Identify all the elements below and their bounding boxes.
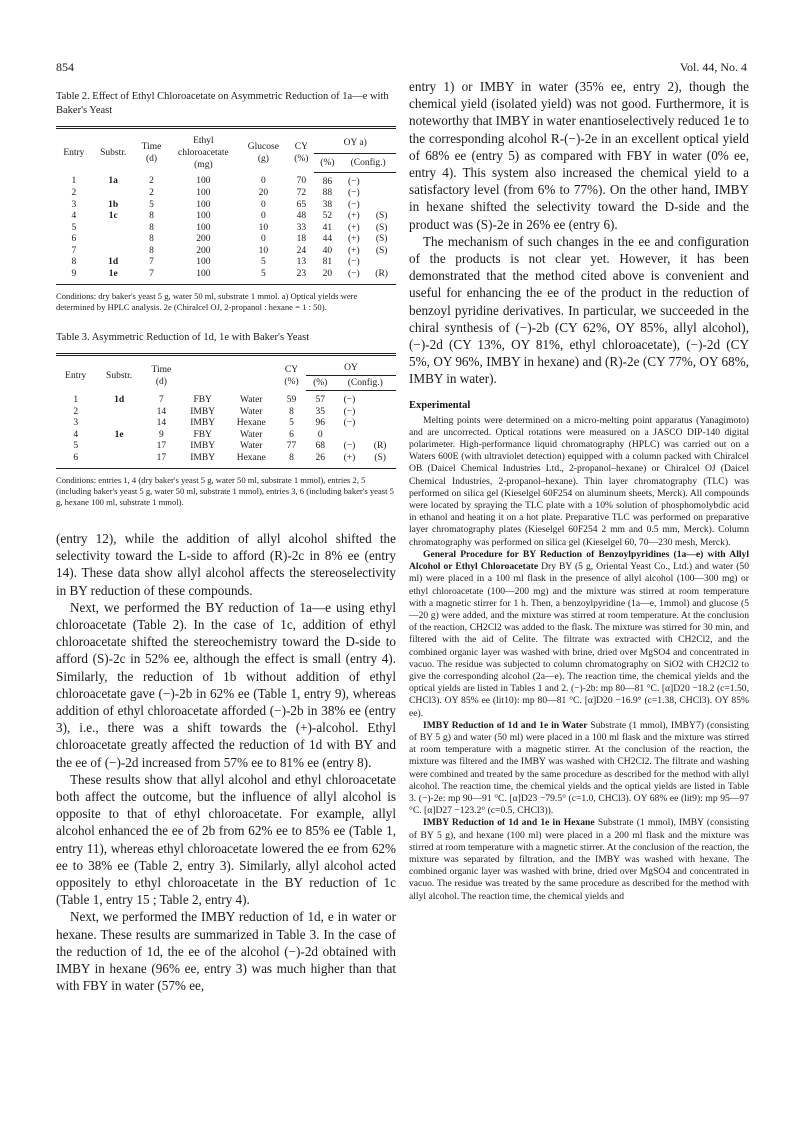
experimental-paragraph-1: Melting points were determined on a micro-melting point apparatus (Yanagimoto) and are uncorrected. Optical rotations were measured on a JASCO DIP-140 digital polarimeter. High-performance liquid chromatography (HPLC) was carried out on a Waters 600E (with ultraviolet detection) equipped with a column packed with Chiralcel OB (Daicel Chemical Industries Ltd., 2-propanol–hexane) or Chiralcel OJ (Daicel Chemical Industries, 2-propanol–hexane). Thin layer chromatography (TLC) was performed on silica gel (Kieselgel 60F254 on aluminum sheets, Merck). All compounds were located by spraying the TLC plate with a 10% solution of phosphomolybdic acid in ethanol and heating it on a hot plate. Preparative TLC was performed on preparative layer chromatography plates (Kieselgel 60F254 2 mm and 0.5 mm, Merck). Column chromatography was performed on silica gel (Kieselgel 60, 70—230 mesh, Merck). (409, 414, 749, 548)
t3-h-cy: CY (%) (284, 364, 299, 387)
table-cell (92, 234, 135, 246)
table-cell (367, 172, 396, 188)
table-cell: 1e (114, 429, 124, 440)
t2-h-oy: OY a) (314, 128, 396, 154)
t3-h-oy: OY (306, 355, 396, 376)
table-cell: 0 (261, 211, 266, 221)
table3-note: Conditions: entries 1, 4 (dry baker's yeast 5 g, water 50 ml, substrate 1 mmol), entries 2, 5 (including baker's yeast 5 g, water 50 ml, substrate 1 mmol), entries 3, 6 (including baker's yeast 5 g, hexane 100 ml, substrate 1 mmol). (56, 475, 394, 507)
t3-h-entry: Entry (65, 370, 87, 381)
table-cell: 3 (71, 199, 77, 210)
table-row (56, 211, 396, 223)
table-cell: IMBY (190, 441, 216, 451)
table-cell: 4 (73, 429, 79, 440)
table-row (56, 269, 396, 285)
table-cell: 200 (196, 245, 211, 256)
table-cell: 100 (168, 269, 238, 285)
table3-caption: Table 3. Asymmetric Reduction of 1d, 1e with Baker's Yeast (56, 332, 310, 343)
table-row (56, 257, 396, 269)
table-row (56, 391, 396, 407)
table-cell: 8 (149, 245, 154, 256)
table-cell: (−) (347, 199, 360, 210)
table-cell: 24 (296, 245, 307, 256)
left-paragraph-1: (entry 12), while the addition of allyl alcohol shifted the selectivity toward the L-side to afford (R)-2c in 8% ee (entry 14). These data show allyl alcohol affects the stereoselectivity in BY reduction of these compounds. (56, 531, 396, 598)
table-cell: 13 (296, 257, 307, 267)
table-cell: 1 (73, 394, 79, 405)
table-cell (95, 441, 142, 453)
table-row (56, 200, 396, 212)
table-cell: 100 (196, 222, 211, 233)
table2-note: Conditions: dry baker's yeast 5 g, water 50 ml, substrate 1 mmol. a) Optical yields were determined by HPLC analysis. 2e (Chiralcel OJ, 2-propanol : hexane = 1 : 50). (56, 291, 358, 312)
table-cell: 9 (56, 269, 92, 285)
table-cell: 0 (317, 429, 323, 440)
table-cell: Water (240, 441, 263, 451)
table-row (56, 418, 396, 430)
table-cell: (S) (364, 453, 396, 469)
table-cell: Hexane (236, 418, 266, 428)
table-cell: 44 (322, 234, 333, 244)
table-cell: 0 (261, 199, 266, 210)
table-cell: 72 (296, 188, 307, 198)
table-cell: (−) (347, 176, 360, 187)
t2-h-glucose: Glucose (g) (247, 142, 279, 164)
table-cell (364, 418, 396, 430)
table-cell: 100 (196, 199, 211, 210)
table-cell: 0 (261, 176, 266, 187)
table2-body (56, 172, 396, 285)
table-cell: 52 (322, 211, 333, 221)
table-cell (92, 188, 135, 200)
table-cell: (S) (375, 211, 388, 221)
table-cell: 7 (135, 269, 169, 285)
table-row (56, 453, 396, 469)
table-row (56, 407, 396, 419)
table-cell: (S) (375, 234, 388, 244)
table-cell: 8 (149, 211, 154, 221)
table-cell: 4 (71, 211, 77, 221)
table-cell: 6 (289, 429, 294, 440)
journal-volume: Vol. 44, No. 4 (679, 60, 747, 74)
table-row (56, 223, 396, 235)
experimental-paragraph-3 (409, 720, 749, 818)
table-cell: 81 (322, 257, 333, 267)
table-cell: 8 (149, 234, 154, 244)
table-cell: 14 (156, 406, 167, 417)
table3 (56, 353, 396, 469)
table3-body (56, 391, 396, 469)
table-cell (95, 453, 142, 469)
right-paragraph-1: entry 1) or IMBY in water (35% ee, entry 2), though the chemical yield (isolated yield) was not good. Furthermore, it is noteworthy that IMBY in water enantioselectively reduced 1e to the corresponding alcohol R-(−)-2e in an excellent optical yield of 68% ee (entry 5) as compared with FBY in water (0% ee, entry 4). This system also increased the chemical yield to a satisfactory level (from 6% to 77%). On the other hand, IMBY in hexane shifted the selectivity toward the D-side and the product was (S)-2e in 26% ee (entry 6). (409, 79, 749, 232)
table-row (56, 246, 396, 258)
table-cell: (S) (375, 245, 388, 256)
table-cell: 20 (258, 188, 269, 198)
table-cell: 7 (159, 394, 164, 405)
exp3-text: Substrate (1 mmol), IMBY7) (consisting of BY 5 g) and water (50 ml) were placed in a 100 ml flask and the mixture was stirred at room temperature with a magnetic stirrer. At the conclusion of the reaction, the mixture was filtered and the IMBY was washed with CH2Cl2. The filtrate and washing were combined and treated by the same procedure as described for the method with allyl alcohol. The reaction time, the chemical yields and the optical yields are listed in Table 3. (−)-2e: mp 90—91 °C. [α]D23 −79.5° (c=1.0, CHCl3). OY 68% ee (lit9): mp 95—97 °C. [α]D27 −123.2° (c=0.5, CHCl3)). (409, 719, 749, 817)
table2 (56, 126, 396, 285)
table-cell: FBY (193, 429, 212, 440)
table-cell: (+) (335, 453, 365, 469)
table-cell: 3 (73, 418, 79, 428)
right-paragraph-2: The mechanism of such changes in the ee and configuration of the products is not clear yet. However, it has been demonstrated that the method cited above is convenient and useful for enhancing the ee of the product in the reduction of benzoyl pyridine derivatives. In particular, we succeeded in the chiral synthesis of (−)-2b (CY 62%, OY 85%, allyl alcohol), (−)-2d (CY 13%, OY 81%, ethyl chloroacetate), (−)-2d (CY 5%, OY 96%, IMBY in hexane) and (R)-2e (CY 77%, OY 68%, IMBY in water). (409, 233, 749, 387)
table-cell: IMBY (190, 406, 216, 417)
exp2-title: General Procedure for BY Reduction of Benzoylpyridines (1a—e) with Allyl Alcohol or Ethyl Chloroacetate (409, 548, 749, 573)
table-cell: 88 (322, 188, 333, 198)
table-cell: 7 (71, 245, 77, 256)
table-cell: 2 (73, 406, 79, 417)
t3-h-oy-pct: (%) (306, 376, 335, 391)
table-cell: (+) (347, 234, 360, 244)
t2-h-cy: CY (%) (294, 142, 309, 164)
t3-h-time: Time (d) (151, 364, 172, 387)
table-cell: (R) (367, 269, 396, 285)
t2-h-config: (Config.) (340, 153, 396, 172)
table-cell: 2 (149, 176, 154, 187)
table-cell: 1b (108, 199, 119, 210)
t2-h-entry: Entry (63, 148, 85, 158)
table-row (56, 441, 396, 453)
table-row (56, 172, 396, 188)
t2-h-ethyl: Ethyl chloroacetate (mg) (178, 136, 229, 170)
table-cell (92, 223, 135, 235)
table-cell: 100 (196, 176, 211, 187)
table-cell: 8 (289, 406, 294, 417)
table-cell: 6 (71, 234, 77, 244)
t2-h-time: Time (d) (141, 142, 162, 164)
table-cell: 38 (322, 199, 333, 210)
table-cell: (+) (347, 211, 360, 221)
table-cell: 5 (149, 199, 154, 210)
table-cell: 23 (288, 269, 314, 285)
table-cell: 2 (149, 188, 154, 198)
exp4-text: Substrate (1 mmol), IMBY (consisting of BY 5 g), and hexane (100 ml) were placed in a 200 ml flask and the mixture was stirred at room temperature with a magnetic stirrer. At the conclusion of the reaction, the mixture was separated by filtration, and the IMBY was washed with hexane. The combined organic layer was washed with brine, dried over MgSO4 and concentrated in vacuo. The residue was treated by the same procedure as described for the method with allyl alcohol. The reaction time, the chemical yields and (409, 817, 749, 902)
table-cell: (−) (343, 441, 356, 451)
table-cell: 41 (322, 222, 333, 233)
table-cell (95, 418, 142, 430)
table-row (56, 234, 396, 246)
table-cell: (R) (373, 441, 387, 451)
table-cell: 59 (286, 394, 297, 405)
table-cell: 86 (322, 176, 333, 187)
table-cell: 1c (108, 211, 118, 221)
table-cell: 57 (315, 395, 325, 405)
table-cell: 8 (277, 453, 306, 469)
table-row (56, 188, 396, 200)
table-cell: 5 (261, 257, 266, 267)
table-cell: 14 (156, 418, 167, 428)
table-cell: 0 (261, 234, 266, 244)
t2-h-substr: Substr. (100, 148, 127, 158)
table-cell: 33 (296, 222, 307, 233)
table-cell: 26 (306, 453, 335, 469)
table-cell (95, 407, 142, 419)
table2-caption: Table 2. Effect of Ethyl Chloroacetate on Asymmetric Reduction of 1a—e with Baker's Yeast (56, 91, 389, 116)
table-cell (92, 246, 135, 258)
t3-h-blank (180, 355, 277, 391)
table-cell: 100 (196, 211, 211, 221)
table-cell: 96 (315, 418, 325, 428)
table-cell: 77 (286, 441, 297, 451)
table-cell: (S) (375, 222, 388, 233)
t3-h-config: (Config.) (335, 376, 396, 391)
exp3-title: IMBY Reduction of 1d and 1e in Water (423, 719, 588, 731)
table-cell: (−) (347, 188, 360, 198)
table-cell: 200 (196, 234, 211, 244)
table-cell: 48 (296, 211, 307, 221)
table-cell: (+) (347, 222, 360, 233)
table-cell: 1d (108, 257, 119, 267)
table-cell: 17 (156, 441, 167, 451)
exp2-text: Dry BY (5 g, Oriental Yeast Co., Ltd.) and water (50 ml) were placed in a 100 ml flask in the presence of allyl alcohol (100—300 mg) or ethyl chloroacetate (100—200 mg) and the mixture was stirred at room temperature with a magnetic stirrer for 1 h. Then, a benzoylpyridine (1a—e, 1mmol) and glucose (5—20 g) were added, and the mixture was stirred at room temperature. At the conclusion of the reaction, CH2Cl2 was added to the flask. The mixture was stirred for 30 min, and filtered with the aid of Celite. The filtrate was extracted with CH2Cl2, and the combined organic layer was washed with brine, dried over MgSO4 and concentrated in vacuo. The residue was subjected to column chromatography on SiO2 with CH2Cl2 to give the corresponding alcohol (2a—e). The reaction time, the chemical yields and the optical yields are listed in Tables 1 and 2. (−)-2b: mp 80—81 °C. [α]D20 −18.2 (c=1.50, CHCl3). OY 85% ee (lit10): mp 80—81 °C. [α]D20 −16.9° (c=1.38, CHCl3). OY 85% ee). (409, 561, 749, 719)
table-cell: Hexane (225, 453, 277, 469)
table-cell (364, 391, 396, 407)
experimental-heading: Experimental (409, 399, 471, 411)
table-cell: 65 (296, 199, 307, 210)
table-cell (335, 430, 365, 442)
table-cell: 8 (149, 222, 154, 233)
table-cell: 68 (315, 441, 325, 451)
table-cell: 70 (296, 176, 307, 187)
table-cell: 5 (289, 418, 294, 428)
table-cell: 18 (296, 234, 307, 244)
table-cell: 1e (92, 269, 135, 285)
table-cell: 100 (196, 257, 211, 267)
table-cell: 1 (71, 176, 77, 187)
t3-h-substr: Substr. (106, 370, 133, 381)
left-paragraph-3: These results show that allyl alcohol and ethyl chloroacetate both affect the outcome, but the influence of allyl alcohol is opposite to that of ethyl chloroacetate. For example, allyl alcohol enhanced the ee of 2b from 62% ee to 85% ee (Table 1, entry 11), whereas ethyl chloroacetate lowered the ee from 62% ee to 38% ee (Table 2, entry 3). Similarly, allyl alcohol acted oppositely to ethyl chloroacetate in the BY reduction of 1c (Table 1, entry 15 ; Table 2, entry 4). (56, 771, 396, 908)
table-cell: 2 (71, 188, 77, 198)
table-cell: 10 (258, 222, 269, 233)
table-cell: Water (240, 394, 263, 405)
table-cell (367, 200, 396, 212)
table-cell: 100 (196, 188, 211, 198)
table-cell (364, 430, 396, 442)
table-cell: (+) (347, 245, 360, 256)
table-cell: 10 (258, 245, 269, 256)
table-cell (364, 407, 396, 419)
exp4-title: IMBY Reduction of 1d and 1e in Hexane (423, 817, 595, 829)
table-cell: 6 (56, 453, 95, 469)
table-cell: (−) (343, 406, 356, 417)
table-cell (367, 257, 396, 269)
left-column (56, 90, 396, 994)
table-cell: 5 (238, 269, 288, 285)
table-cell: 20 (314, 269, 340, 285)
table-cell: 1d (114, 394, 125, 405)
table-cell: 1a (108, 176, 118, 187)
table-cell: 5 (71, 222, 77, 233)
table-cell: 7 (149, 257, 154, 267)
table-cell: 9 (159, 429, 164, 440)
table-cell: 8 (71, 257, 77, 267)
table-cell: IMBY (190, 418, 216, 428)
table-cell: Water (240, 429, 263, 440)
table-row (56, 430, 396, 442)
table-cell: 35 (315, 406, 325, 417)
table-cell: 40 (322, 245, 333, 256)
table-cell: 5 (73, 441, 79, 451)
right-column (409, 78, 749, 903)
table-cell: (−) (340, 269, 367, 285)
table-cell: (−) (343, 395, 356, 405)
table-cell: FBY (193, 394, 212, 405)
table-cell: (−) (347, 257, 360, 267)
table-cell: Water (240, 406, 263, 417)
experimental-paragraph-4 (409, 817, 749, 902)
table-cell: (−) (343, 418, 356, 428)
left-paragraph-4: Next, we performed the IMBY reduction of 1d, e in water or hexane. These results are summarized in Table 3. In the case of the reduction of 1d, the ee of the alcohol (−)-2d obtained with IMBY in hexane (96% ee, entry 3) was much higher than that with FBY in water (57% ee, (56, 909, 396, 994)
left-paragraph-2: Next, we performed the BY reduction of 1a—e using ethyl chloroacetate (Table 2). In the case of 1c, addition of ethyl chloroacetate shifted the stereochemistry toward the D-side to afford (S)-2c in 52% ee, although the effect is small (entry 4). Similarly, the reduction of 1b without addition of ethyl chloroacetate gave (−)-2b in 62% ee (Table 1, entry 9), whereas addition of ethyl chloroacetate afforded (−)-2b in 38% ee (entry 3), i.e., there was a shift towards the (+)-alcohol. Ethyl chloroacetate greatly affected the reduction of 1d with BY and the ee of (−)-2d increased from 57% ee to 81% ee (entry 8). (56, 599, 396, 770)
page-number: 854 (56, 60, 74, 74)
t2-h-oy-pct: (%) (314, 153, 340, 172)
experimental-paragraph-2 (409, 549, 749, 720)
table-cell (367, 188, 396, 200)
table-cell: IMBY (180, 453, 225, 469)
table-cell: 17 (143, 453, 180, 469)
